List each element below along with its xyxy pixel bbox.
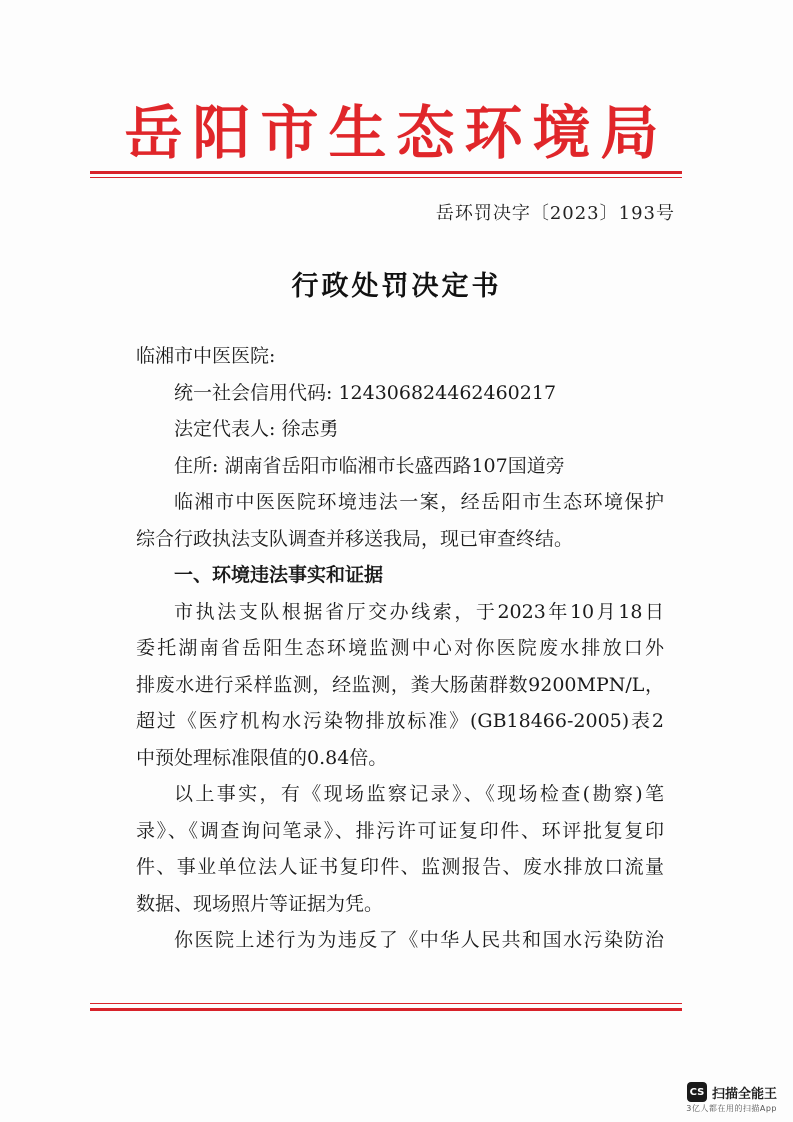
document-number: 岳环罚决字〔2023〕193号 [435, 203, 675, 224]
letterhead-red-rule-thin [90, 177, 682, 178]
credit-code-line: 统一社会信用代码: 124306824462460217 [174, 381, 557, 404]
document-title: 行政处罚决定书 [291, 271, 502, 302]
document-body [136, 338, 664, 959]
intro-line: 综合行政执法支队调查并移送我局，现已审查终结。 [136, 527, 574, 550]
recipient-line: 临湘市中医医院: [136, 345, 276, 367]
facts-line: 市执法支队根据省厅交办线索，于2023年10月18日 [174, 600, 664, 623]
watermark-slogan: 3亿人都在用的扫描App [686, 1104, 777, 1113]
agency-letterhead: 岳阳市生态环境局 [124, 99, 669, 167]
letterhead-red-rule [90, 171, 682, 174]
evidence-line: 件、事业单位法人证书复印件、监测报告、废水排放口流量 [136, 856, 664, 878]
evidence-line: 数据、现场照片等证据为凭。 [136, 892, 384, 915]
footer-red-rule [90, 1008, 682, 1011]
legal-rep-line: 法定代表人: 徐志勇 [174, 418, 339, 440]
facts-line: 排废水进行采样监测，经监测，粪大肠菌群数9200MPN/L， [136, 673, 664, 696]
footer-red-rule-thin [90, 1003, 682, 1004]
evidence-line: 录》、《调查询问笔录》、排污许可证复印件、环评批复复印 [136, 819, 664, 842]
intro-line: 临湘市中医医院环境违法一案，经岳阳市生态环境保护 [174, 491, 664, 513]
facts-line: 中预处理标准限值的0.84倍。 [136, 746, 388, 769]
evidence-line: 以上事实，有《现场监察记录》、《现场检查(勘察)笔 [174, 783, 664, 805]
camscanner-logo-icon: CS [687, 1082, 707, 1102]
violation-line: 你医院上述行为为违反了《中华人民共和国水污染防治 [174, 929, 664, 951]
watermark-app-name: 扫描全能王 [711, 1086, 777, 1102]
address-line: 住所: 湖南省岳阳市临湘市长盛西路107国道旁 [174, 454, 565, 477]
scanner-watermark [686, 1082, 777, 1114]
facts-line: 超过《医疗机构水污染物排放标准》(GB18466-2005)表2 [136, 710, 664, 732]
facts-line: 委托湖南省岳阳生态环境监测中心对你医院废水排放口外 [136, 637, 664, 659]
section-heading: 一、环境违法事实和证据 [174, 564, 384, 586]
